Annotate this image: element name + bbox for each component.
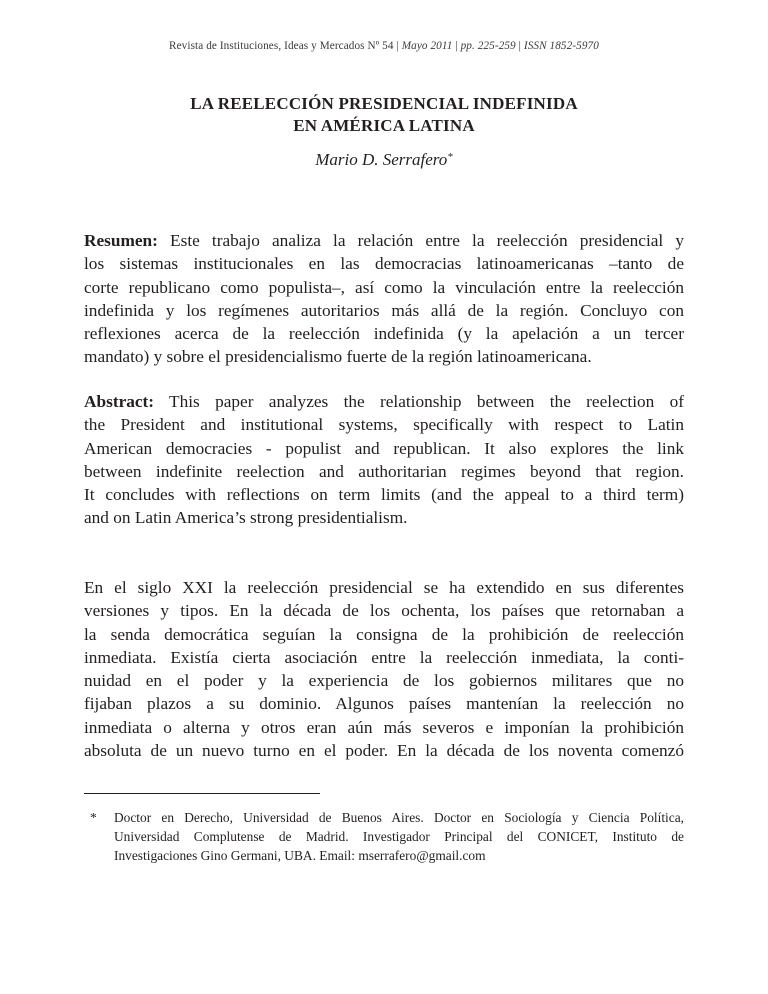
footnote-mark: * (90, 810, 97, 825)
text-line: absoluta de un nuevo turno en el poder. En la década de los noventa comenzó (84, 741, 684, 761)
text-line: reflexiones acerca de la reelección indefinida (y la apelación a un tercer (84, 324, 684, 344)
separator: | (452, 40, 461, 52)
footnote-line: Doctor en Derecho, Universidad de Buenos Aires. Doctor en Sociología y Ciencia Política, (114, 810, 684, 825)
article-title (0, 93, 768, 137)
text-line: This paper analyzes the relationship between the reelection of (154, 392, 684, 411)
page-range: pp. 225-259 (460, 40, 516, 52)
journal-name: Revista de Instituciones, Ideas y Mercados Nº 54 (169, 40, 394, 52)
footnote-line: Universidad Complutense de Madrid. Investigador Principal del CONICET, Instituto de (114, 829, 684, 844)
running-head (0, 40, 768, 52)
issn: ISSN 1852-5970 (523, 40, 599, 52)
text-line: inmediata. Existía cierta asociación entre la reelección inmediata, la conti- (84, 647, 684, 667)
resumen-paragraph (84, 229, 684, 369)
author-byline (0, 150, 768, 170)
text-line: corte republicano como populista–, así como la vinculación entre la reelección (84, 277, 684, 297)
resumen-label: Resumen: (84, 231, 158, 250)
text-line: los sistemas institucionales en las democracias latinoamericanas –tanto de (84, 254, 684, 274)
text-line: nuidad en el poder y la experiencia de los gobiernos militares que no (84, 671, 684, 691)
separator: | (393, 40, 402, 52)
text-line: between indefinite reelection and authoritarian regimes beyond that region. (84, 461, 684, 481)
abstract-paragraph (84, 390, 684, 530)
issue-date: Mayo 2011 (401, 40, 453, 52)
text-line: indefinida y los regímenes autoritarios más allá de la región. Concluyo con (84, 300, 684, 320)
title-line: EN AMÉRICA LATINA (293, 116, 475, 135)
text-line: It concludes with reflections on term limits (and the appeal to a third term) (84, 485, 684, 505)
body-paragraph (84, 576, 684, 762)
footnote-divider (84, 793, 320, 794)
title-line: LA REELECCIÓN PRESIDENCIAL INDEFINIDA (190, 94, 578, 113)
text-line: the President and institutional systems, specifically with respect to Latin (84, 415, 684, 435)
author-footnote (84, 808, 684, 865)
text-line: Este trabajo analiza la relación entre la reelección presidencial y (157, 231, 684, 250)
abstract-label: Abstract: (84, 392, 155, 411)
text-line: la senda democrática seguían la consigna de la prohibición de reelección (84, 624, 684, 644)
footnote-line: Investigaciones Gino Germani, UBA. Email: mserrafero@gmail.com (114, 848, 486, 863)
text-line: En el siglo XXI la reelección presidencial se ha extendido en sus diferentes (84, 578, 684, 597)
text-line: American democracies - populist and republican. It also explores the link (84, 438, 684, 458)
text-line: fijaban plazos a su dominio. Algunos países mantenían la reelección no (84, 694, 684, 714)
footnote-marker[interactable]: * (447, 151, 453, 163)
text-line: mandato) y sobre el presidencialismo fuerte de la región latinoamericana. (84, 347, 592, 367)
text-line: inmediata o alterna y otros eran aún más severos e imponían la prohibición (84, 717, 684, 737)
author-name: Mario D. Serrafero (315, 150, 448, 169)
text-line: and on Latin America’s strong presidentialism. (84, 508, 408, 528)
text-line: versiones y tipos. En la década de los ochenta, los países que retornaban a (84, 601, 684, 621)
separator: | (515, 40, 524, 52)
